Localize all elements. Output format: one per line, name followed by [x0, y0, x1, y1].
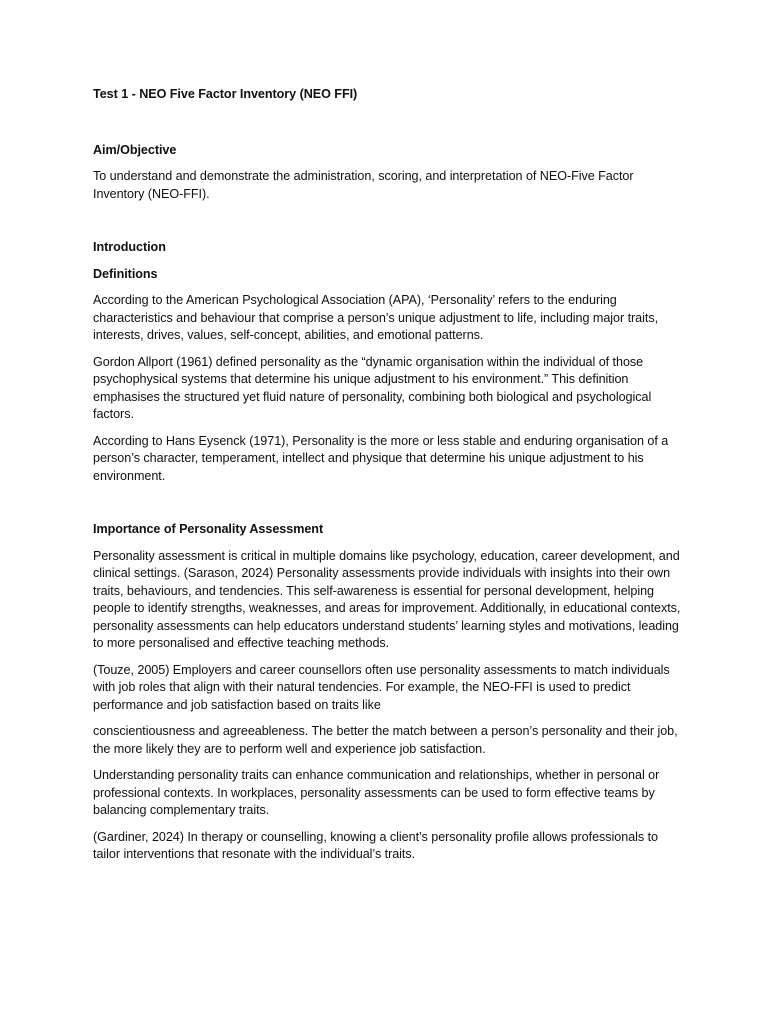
aim-paragraph: To understand and demonstrate the administration, scoring, and interpretation of NEO-Five Factor Inventory (NEO-FFI). [93, 169, 634, 201]
importance-paragraph-5: (Gardiner, 2024) In therapy or counselling, knowing a client’s personality profile allows professionals to tailor interventions that resonate with the individual’s traits. [93, 829, 658, 861]
importance-paragraph-1: Personality assessment is critical in multiple domains like psychology, education, career development, and clinical settings. (Sarason, 2024) Personality assessments provide individuals with insights into their own traits, behaviours, and tendencies. This self-awareness is essential for personal development, helping people to identify strengths, weaknesses, and areas for improvement. Additionally, in educational contexts, personality assessments can help educators understand students’ learning styles and motivations, leading to more personalised and effective teaching methods. [93, 548, 681, 650]
document-title: Test 1 - NEO Five Factor Inventory (NEO FFI) [93, 87, 358, 101]
definition-allport-paragraph: Gordon Allport (1961) defined personality as the “dynamic organisation within the individual of those psychophysical systems that determine his unique adjustment to his environment.” This definition emphasises the structured yet fluid nature of personality, combining both biological and psychological factors. [93, 354, 652, 421]
importance-paragraph-3: conscientiousness and agreeableness. The better the match between a person’s personality and their job, the more likely they are to perform well and experience job satisfaction. [93, 724, 678, 756]
introduction-heading: Introduction [93, 240, 166, 254]
importance-paragraph-4: Understanding personality traits can enhance communication and relationships, whether in personal or professional contexts. In workplaces, personality assessments can be used to form effective teams by balancing complementary traits. [93, 768, 660, 817]
importance-paragraph-2: (Touze, 2005) Employers and career counsellors often use personality assessments to match individuals with job roles that align with their natural tendencies. For example, the NEO-FFI is used to predict performance and job satisfaction based on traits like [93, 662, 670, 712]
definitions-heading: Definitions [93, 266, 158, 281]
importance-heading: Importance of Personality Assessment [93, 522, 324, 536]
definition-apa-paragraph: According to the American Psychological Association (APA), ‘Personality’ refers to the enduring characteristics and behaviour that comprise a person’s unique adjustment to life, including major traits, interests, drives, values, self-concept, abilities, and emotional patterns. [93, 293, 659, 342]
aim-heading: Aim/Objective [93, 142, 177, 157]
document-page [93, 86, 683, 873]
definition-eysenck-paragraph: According to Hans Eysenck (1971), Personality is the more or less stable and enduring organisation of a person’s character, temperament, intellect and physique that determine his unique adjustment to his environment. [93, 433, 669, 483]
